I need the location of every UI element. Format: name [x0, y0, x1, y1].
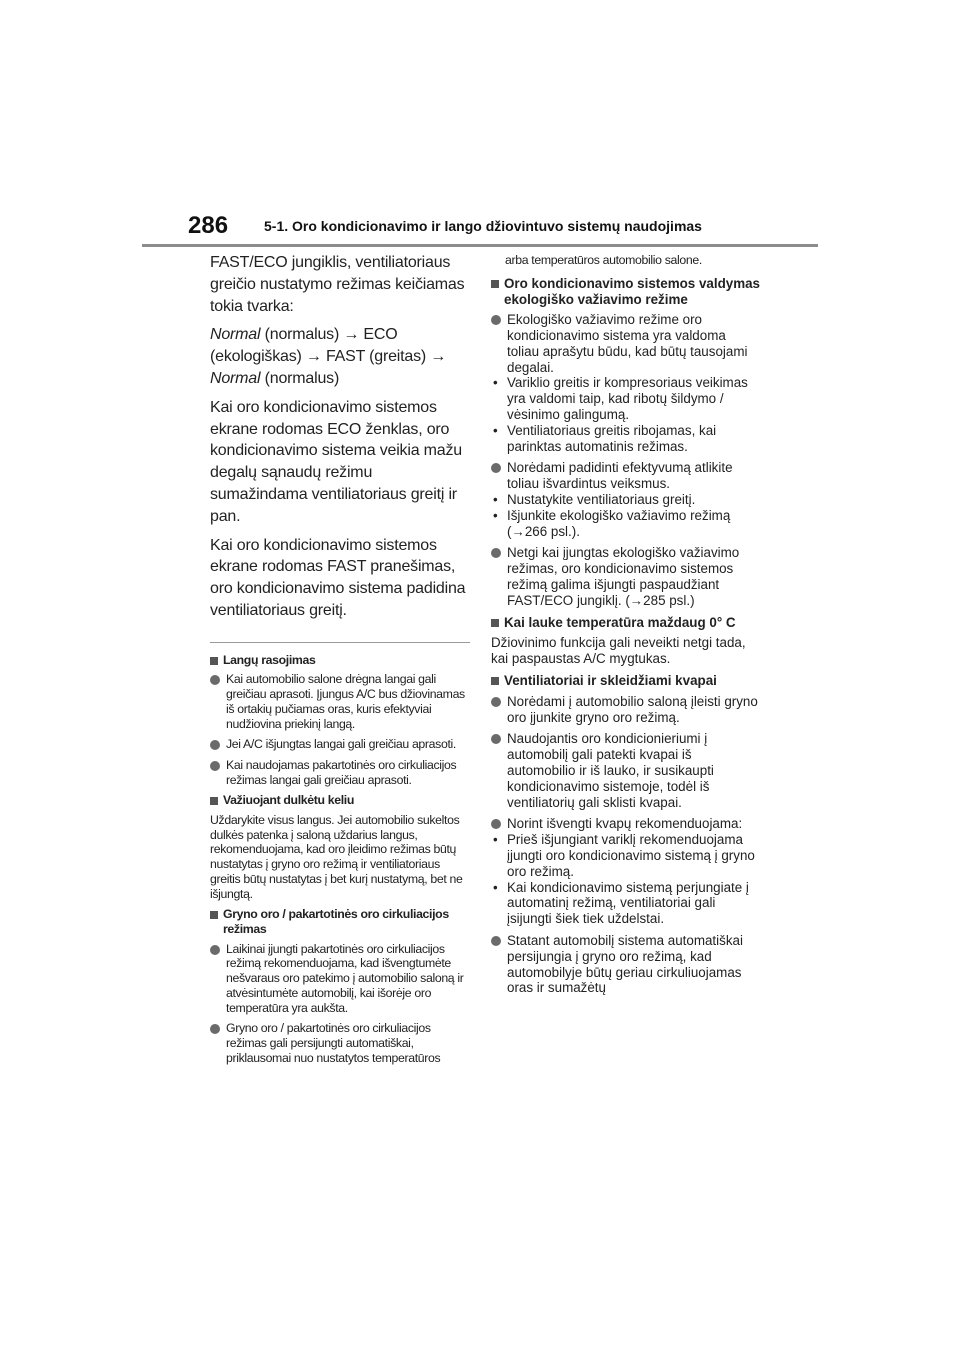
square-bullet-icon [491, 280, 499, 288]
round-bullet-icon [491, 734, 501, 744]
round-bullet-icon [210, 740, 220, 750]
list-item: Norint išvengti kvapų rekomenduojama: [491, 816, 761, 832]
list-item: Jei A/C išjungtas langai gali greičiau aprasoti. [210, 737, 470, 752]
left-notes [210, 653, 470, 1066]
round-bullet-icon [210, 945, 220, 955]
round-bullet-icon [491, 463, 501, 473]
round-bullet-icon [210, 675, 220, 685]
round-bullet-icon [210, 1024, 220, 1034]
heading-outside-temperature: Kai lauke temperatūra maždaug 0° C [491, 615, 761, 631]
section-divider [210, 642, 470, 643]
eco-description: Kai oro kondicionavimo sistemos ekrane rodomas ECO ženklas, oro kondicionavimo sistema veikia mažu degalų sąnaudų režimu sumažindama ventiliatoriaus greitį ir pan. [210, 398, 462, 525]
round-bullet-icon [491, 548, 501, 558]
right-notes [491, 276, 761, 996]
list-item: Norėdami padidinti efektyvumą atlikite toliau išvardintus veiksmus. [491, 460, 761, 492]
mode-normal-1: Normal [210, 326, 261, 344]
eco-sub-list [491, 375, 761, 454]
list-item: Ekologiško važiavimo režime oro kondicionavimo sistema yra valdoma toliau aprašytu būdu, kad būtų tausojami degalai. [491, 312, 761, 375]
list-item: Kai automobilio salone drėgna langai gali greičiau aprasoti. Įjungus A/C bus džiovinamas iš ortakių pučiamas oras, kuris efektyviai nudžiovina priekinį langą. [210, 672, 470, 731]
round-bullet-icon [491, 315, 501, 325]
round-bullet-icon [491, 697, 501, 707]
mode-sequence [210, 324, 470, 389]
mode-normal-2: Normal [210, 369, 261, 387]
heading-window-fogging: Langų rasojimas [210, 653, 470, 668]
sub-list-item: • Nustatykite ventiliatoriaus greitį. [493, 492, 696, 508]
round-bullet-icon [210, 761, 220, 771]
fast-eco-intro: FAST/ECO jungiklis, ventiliatoriaus greičio nustatymo režimas keičiamas tokia tvarka: [210, 254, 465, 315]
square-bullet-icon [210, 911, 218, 919]
heading-vents-odors: Ventiliatoriai ir skleidžiami kvapai [491, 673, 761, 689]
dusty-road-text: Uždarykite visus langus. Jei automobilio sukeltos dulkės patenka į saloną uždarius langus, rekomenduojama, kad oro įleidimo režimas būtų nustatytas į gryno oro režimą ir ventiliatoriaus greitis būtų nustatytas į bet kurį nustatymą, bet ne išjungtą. [210, 813, 463, 901]
page-number: 286 [188, 212, 229, 239]
list-item: Statant automobilį sistema automatiškai persijungia į gryno oro režimą, kad automobilyje būtų geriau cirkuliuojamas oras ir sumažėtų [491, 933, 761, 996]
page-header [142, 212, 818, 248]
continuation-text: arba temperatūros automobilio salone. [505, 253, 702, 267]
fast-description: Kai oro kondicionavimo sistemos ekrane rodomas FAST pranešimas, oro kondicionavimo sistema padidina ventiliatoriaus greitį. [210, 536, 466, 619]
section-title: 5-1. Oro kondicionavimo ir lango džiovintuvo sistemų naudojimas [264, 218, 702, 234]
square-bullet-icon [491, 619, 499, 627]
heading-air-recirculation: Gryno oro / pakartotinės oro cirkuliacijos režimas [210, 907, 470, 936]
heading-dusty-road: Važiuojant dulkėtu keliu [210, 793, 470, 808]
heading-eco-driving: Oro kondicionavimo sistemos valdymas ekologiško važiavimo režime [491, 276, 761, 308]
square-bullet-icon [491, 677, 499, 685]
round-bullet-icon [491, 936, 501, 946]
outside-temperature-text: Džiovinimo funkcija gali neveikti netgi tada, kai paspaustas A/C mygtukas. [491, 635, 746, 667]
right-column [491, 253, 761, 1002]
sub-list-item: • Variklio greitis ir kompresoriaus veikimas yra valdomi taip, kad ribotų šildymo / vėsinimo galingumą. [493, 375, 748, 423]
list-item: Norėdami į automobilio saloną įleisti gryno oro įjunkite gryno oro režimą. [491, 694, 761, 726]
round-bullet-icon [491, 819, 501, 829]
sub-list-item: • Ventiliatoriaus greitis ribojamas, kai parinktas automatinis režimas. [493, 422, 717, 454]
sub-list-item: • Išjunkite ekologiško važiavimo režimą (→266 psl.). [493, 507, 731, 539]
list-item: Naudojantis oro kondicionieriumi į automobilį gali patekti kvapai iš automobilio ir iš lauko, ir susikaupti kondicionavimo sistemoje, todėl iš ventiliatorių gali sklisti kvapai. [491, 731, 761, 810]
mode-sequence-middle: (normalus) → ECO (ekologiškas) → FAST (greitas) → [210, 326, 447, 366]
list-item: Netgi kai įjungtas ekologiško važiavimo režimas, oro kondicionavimo sistemos režimą galima išjungti paspaudžiant FAST/ECO jungiklį. (→285 psl.) [491, 545, 761, 608]
list-item: Kai naudojamas pakartotinės oro cirkuliacijos režimas langai gali greičiau aprasoti. [210, 758, 470, 787]
header-rule [142, 244, 818, 247]
odor-sub-list [491, 832, 761, 927]
efficiency-sub-list [491, 492, 761, 539]
list-item: Laikinai įjungti pakartotinės oro cirkuliacijos režimą rekomenduojama, kad išvengtumėte nešvaraus oro patekimo į automobilio saloną ir atvėsintumėte automobilį, kai išorėje oro temperatūra yra aukšta. [210, 942, 470, 1016]
left-column [210, 252, 470, 1071]
square-bullet-icon [210, 797, 218, 805]
sub-list-item: • Kai kondicionavimo sistemą perjungiate į automatinį režimą, ventiliatoriai gali įsijungti šiek tiek uždelstai. [493, 879, 749, 927]
mode-sequence-end: (normalus) [260, 369, 340, 387]
square-bullet-icon [210, 657, 218, 665]
list-item: Gryno oro / pakartotinės oro cirkuliacijos režimas gali persijungti automatiškai, priklausomai nuo nustatytos temperatūros [210, 1021, 470, 1065]
sub-list-item: • Prieš išjungiant variklį rekomenduojama įjungti oro kondicionavimo sistemą į gryno oro režimą. [493, 832, 755, 879]
